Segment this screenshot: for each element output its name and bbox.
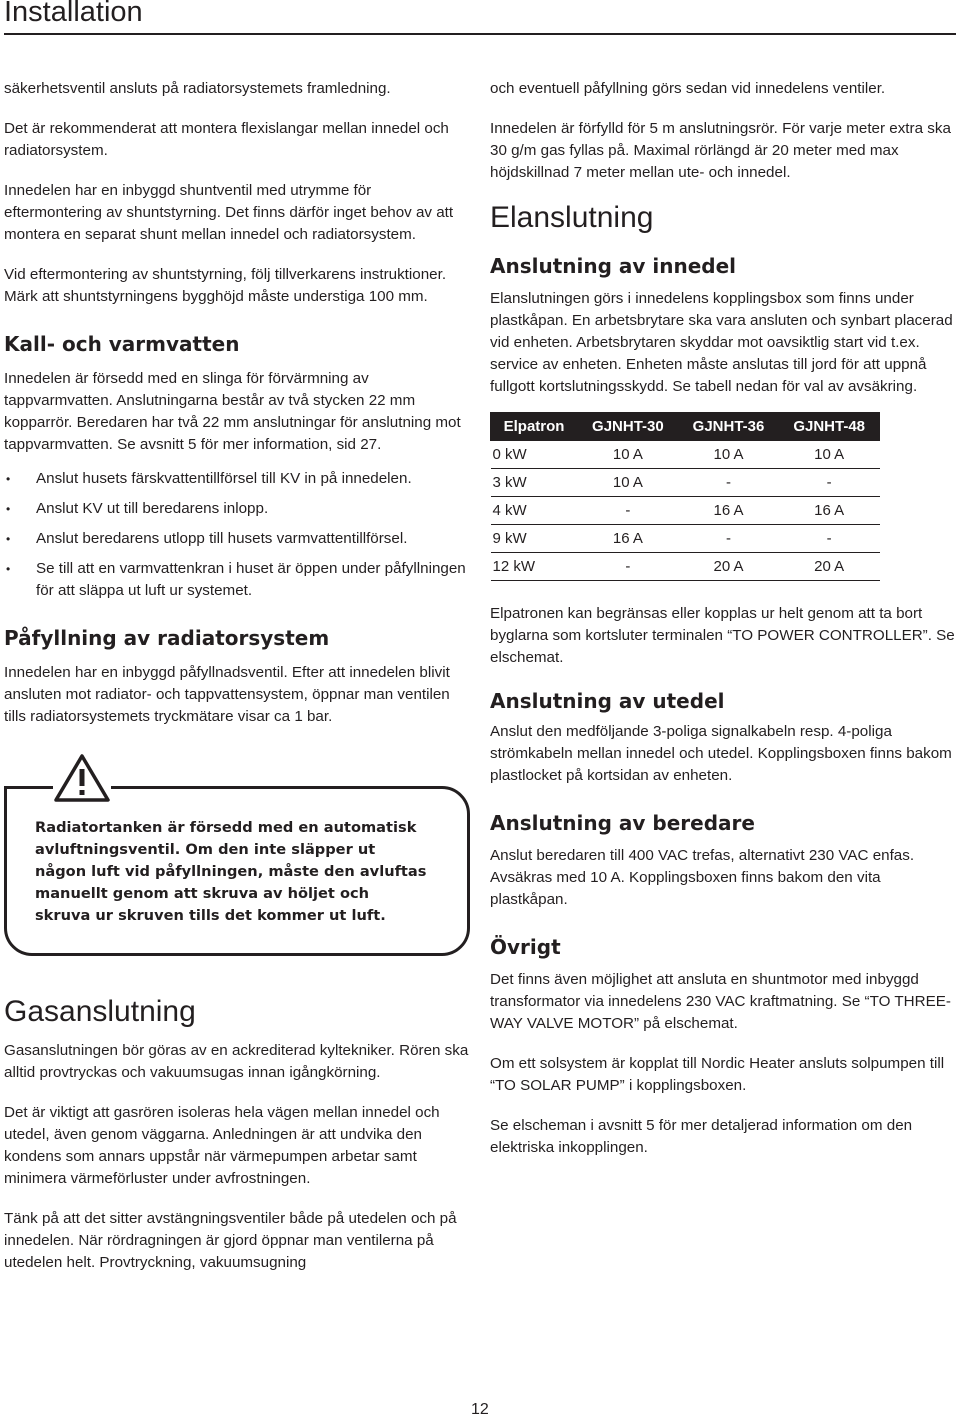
section-heading-pafyllning: Påfyllning av radiatorsystem <box>4 626 330 650</box>
table-row <box>491 497 880 525</box>
paragraph: Innedelen har en inbyggd shuntventil med utrymme för eftermontering av shuntstyrning. Det finns därför inget behov av att montera en separat shunt mellan innedel och radiatorsystem. <box>4 182 454 243</box>
left-column <box>4 78 470 1274</box>
table-row <box>491 553 880 581</box>
section-heading-elanslutning: Elanslutning <box>490 201 654 234</box>
section-heading-gasanslutning: Gasanslutning <box>4 995 196 1028</box>
paragraph: Se elscheman i avsnitt 5 för mer detaljerad information om den elektriska inkopplingen. <box>490 1117 913 1156</box>
table-cell: 16 A <box>678 497 779 525</box>
table-header-cell: GJNHT-30 <box>578 413 679 441</box>
table-row <box>491 469 880 497</box>
table-cell: 10 A <box>678 441 779 469</box>
table-cell: 10 A <box>779 441 880 469</box>
section-heading-anslutning-innedel: Anslutning av innedel <box>490 254 737 278</box>
right-column <box>490 78 956 1159</box>
paragraph: Tänk på att det sitter avstängningsventiler både på utedelen och på innedelen. När rördragningen är gjord öppnar man ventilerna på utedelen helt. Provtryckning, vakuumsugning <box>4 1210 457 1271</box>
warning-text: Radiatortanken är försedd med en automatisk avluftningsventil. Om den inte släpper ut någon luft vid påfyllningen, måste den avluftas manuellt genom att skruva av höljet och skruva ur skruven tills det kommer ut luft. <box>35 819 427 924</box>
paragraph: Det finns även möjlighet att ansluta en shuntmotor med inbyggd transformator via innedelens 230 VAC kraftmatning. Se “TO THREE-WAY VALVE MOTOR” på elschemat. <box>490 971 951 1032</box>
table-header-cell: GJNHT-36 <box>678 413 779 441</box>
instruction-list <box>4 468 470 602</box>
table-cell: 9 kW <box>491 525 578 553</box>
paragraph: Elanslutningen görs i innedelens kopplingsbox som finns under plastkåpan. En arbetsbrytare ska vara ansluten och synbart placerad vid enheten. Arbetsbrytaren skyddar mot oavsiktlig start vid t.ex. service av enheten. Enheten måste anslutas till jord för att uppnå fullgott kortslutningsskydd. Se tabell nedan för val av avsäkring. <box>490 290 953 395</box>
section-heading-anslutning-utedel: Anslutning av utedel <box>490 689 725 713</box>
table-cell: 16 A <box>779 497 880 525</box>
warning-triangle-icon <box>53 753 111 803</box>
table-cell: 0 kW <box>491 441 578 469</box>
table-cell: 20 A <box>678 553 779 581</box>
table-cell: - <box>779 525 880 553</box>
paragraph: Det är rekommenderat att montera flexislangar mellan innedel och radiatorsystem. <box>4 120 449 159</box>
paragraph: Innedelen är försedd med en slinga för förvärmning av tappvarmvatten. Anslutningarna består av två stycken 22 mm kopparrör. Beredaren har två 22 mm anslutningar för anslutning mot tappvarmvatten. Se avsnitt 5 för mer information, sid 27. <box>4 370 461 453</box>
header-divider <box>4 33 956 35</box>
table-cell: - <box>678 525 779 553</box>
fuse-table <box>490 412 880 581</box>
paragraph: Om ett solsystem är kopplat till Nordic Heater ansluts solpumpen till “TO SOLAR PUMP” i kopplingsboxen. <box>490 1055 945 1094</box>
table-cell: - <box>578 553 679 581</box>
list-item: • Anslut beredarens utlopp till husets varmvattentillförsel. <box>4 528 470 550</box>
page-title: Installation <box>4 0 143 28</box>
list-item: • Se till att en varmvattenkran i huset är öppen under påfyllningen för att släppa ut luft ur systemet. <box>4 558 470 602</box>
table-header-cell: GJNHT-48 <box>779 413 880 441</box>
table-header-row <box>491 413 880 441</box>
paragraph: Anslut beredaren till 400 VAC trefas, alternativt 230 VAC enfas. Avsäkras med 10 A. Kopplingsboxen finns bakom den vita plastkåpan. <box>490 847 915 908</box>
paragraph: Anslut den medföljande 3-poliga signalkabeln resp. 4-poliga strömkabeln mellan innedel och utedel. Kopplingsboxen finns bakom plastlocket på kortsidan av enheten. <box>490 723 952 784</box>
table-cell: 4 kW <box>491 497 578 525</box>
section-heading-anslutning-beredare: Anslutning av beredare <box>490 811 755 835</box>
section-heading-ovrigt: Övrigt <box>490 935 561 959</box>
warning-box <box>4 786 470 956</box>
page-number: 12 <box>471 1401 489 1418</box>
paragraph: Innedelen är förfylld för 5 m anslutningsrör. För varje meter extra ska 30 g/m gas fyllas på. Maximal rörlängd är 20 meter med max höjdskillnad 7 meter mellan ute- och innedel. <box>490 120 951 181</box>
paragraph: Det är viktigt att gasrören isoleras hela vägen mellan innedel och utedel, även genom väggarna. Anledningen är att undvika den kondens som annars uppstår när värmepumpen arbetar samt minimera värmeförluster under avfrostningen. <box>4 1104 440 1187</box>
paragraph: Vid eftermontering av shuntstyrning, följ tillverkarens instruktioner. Märk att shuntstyrningens bygghöjd måste understiga 100 mm. <box>4 266 447 305</box>
paragraph: och eventuell påfyllning görs sedan vid innedelens ventiler. <box>490 80 886 97</box>
table-cell: 20 A <box>779 553 880 581</box>
table-cell: - <box>678 469 779 497</box>
table-cell: 10 A <box>578 441 679 469</box>
paragraph: säkerhetsventil ansluts på radiatorsystemets framledning. <box>4 80 391 97</box>
table-cell: - <box>578 497 679 525</box>
table-cell: 3 kW <box>491 469 578 497</box>
table-cell: 12 kW <box>491 553 578 581</box>
paragraph: Gasanslutningen bör göras av en ackrediterad kyltekniker. Rören ska alltid provtryckas och vakuumsugas innan igångkörning. <box>4 1042 469 1081</box>
table-cell: 10 A <box>578 469 679 497</box>
table-cell: 16 A <box>578 525 679 553</box>
paragraph: Elpatronen kan begränsas eller kopplas ur helt genom att ta bort byglarna som kortsluter terminalen “TO POWER CONTROLLER”. Se elschemat. <box>490 605 955 666</box>
table-cell: - <box>779 469 880 497</box>
table-row <box>491 441 880 469</box>
list-item: • Anslut husets färskvattentillförsel till KV in på innedelen. <box>4 468 470 490</box>
table-row <box>491 525 880 553</box>
paragraph: Innedelen har en inbyggd påfyllnadsventil. Efter att innedelen blivit ansluten mot radiator- och tappvattensystem, öppnar man ventilen tills radiatorsystemets tryckmätare visar ca 1 bar. <box>4 664 450 725</box>
list-item: • Anslut KV ut till beredarens inlopp. <box>4 498 470 520</box>
table-header-cell: Elpatron <box>491 413 578 441</box>
section-heading-kall-varmvatten: Kall- och varmvatten <box>4 332 240 356</box>
